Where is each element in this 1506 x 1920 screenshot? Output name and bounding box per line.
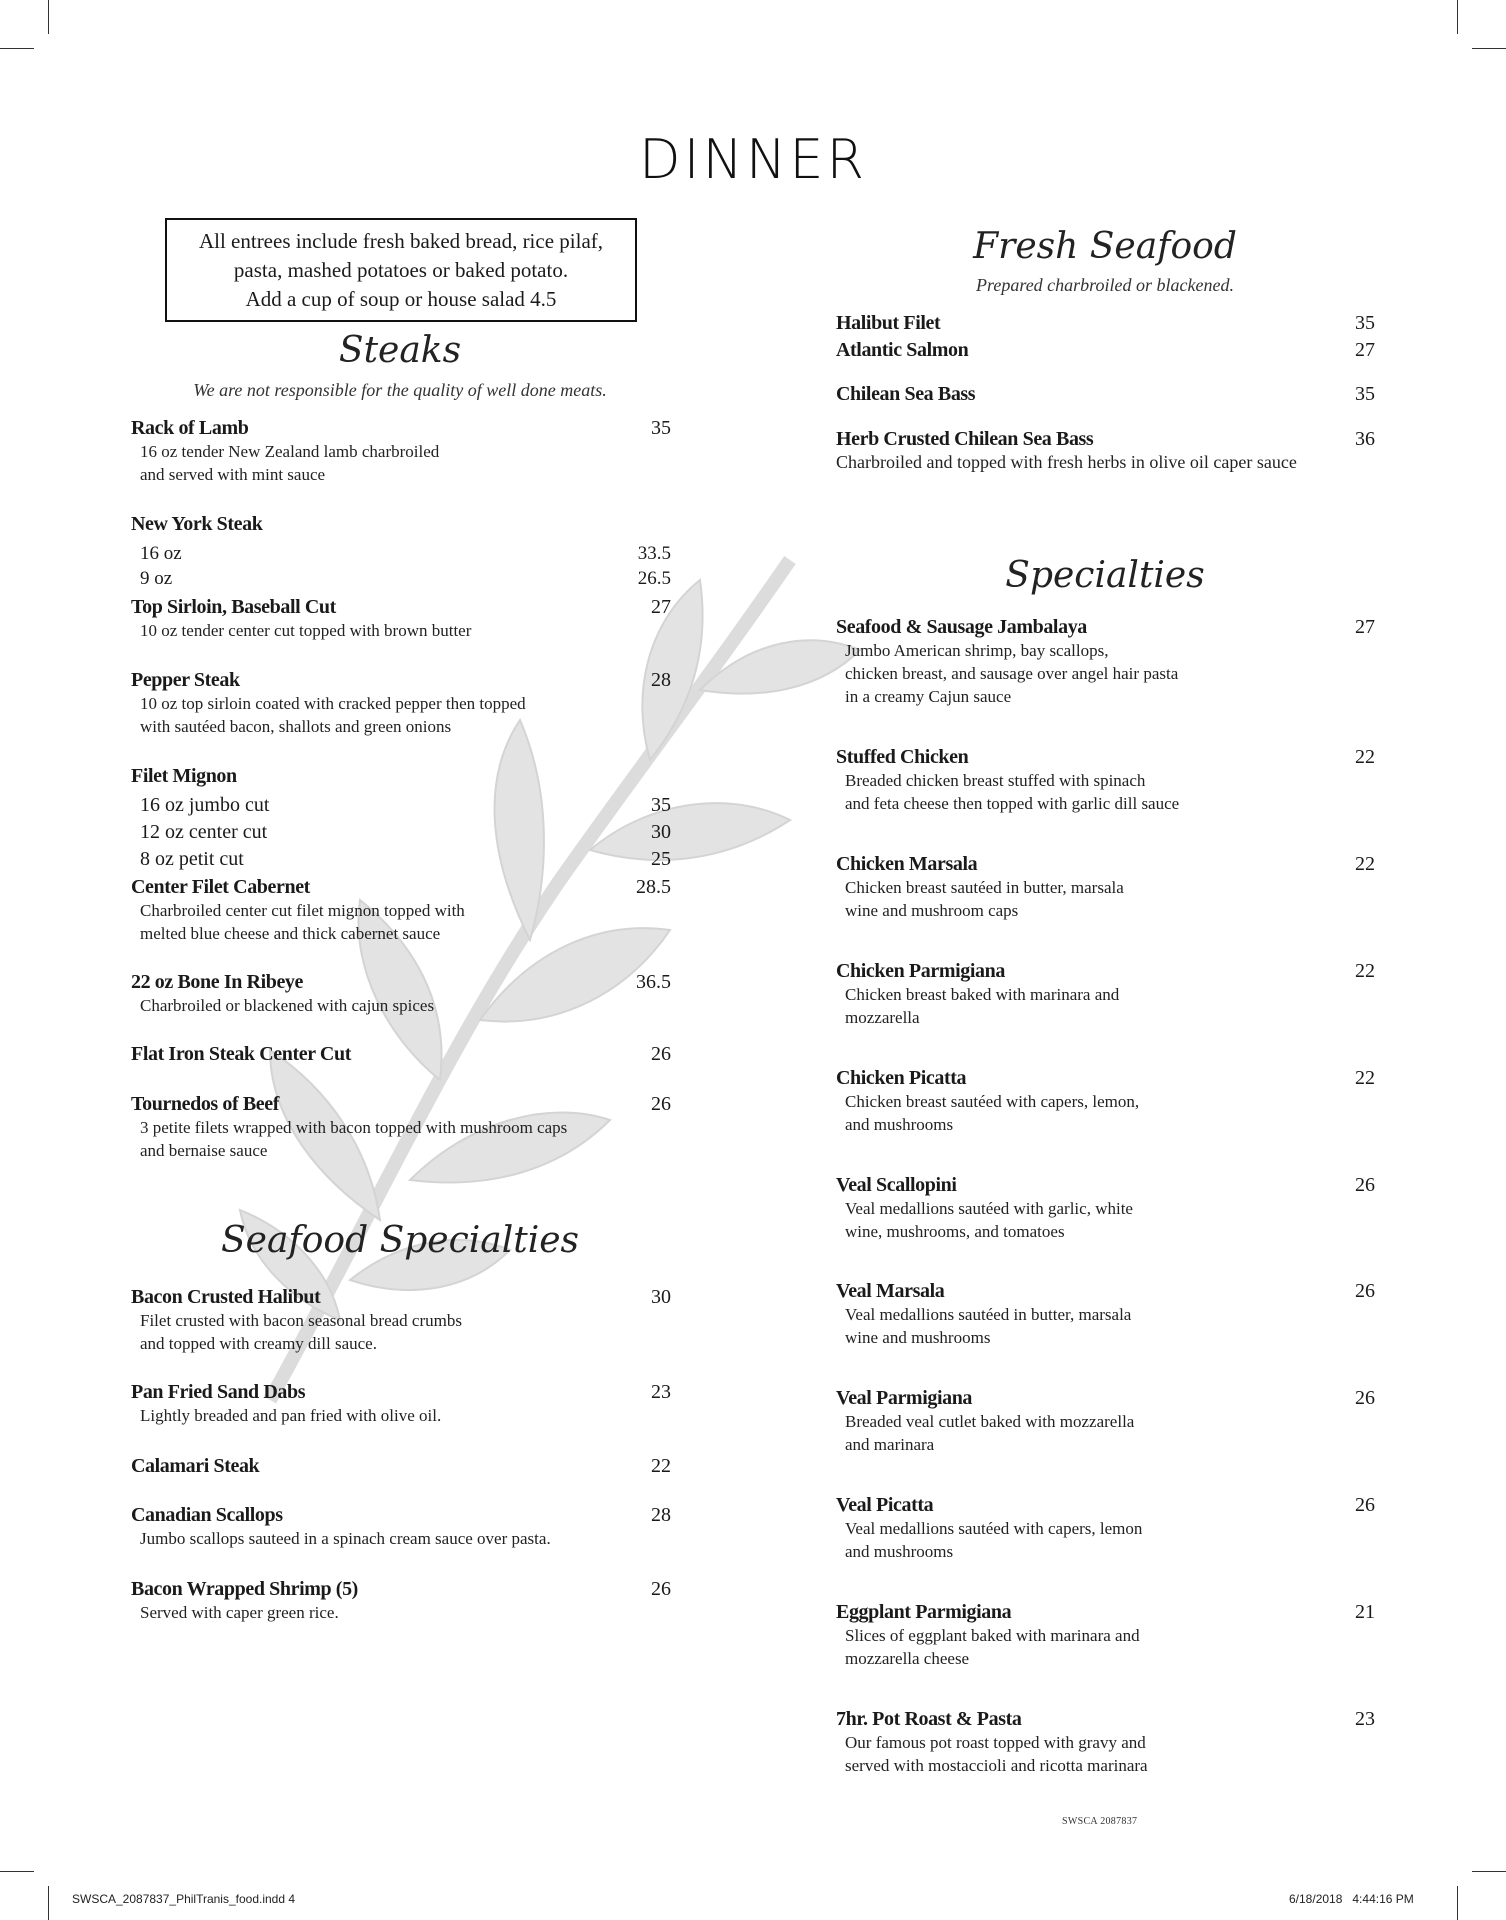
item-price: 27 xyxy=(651,596,671,618)
size-label: 16 oz jumbo cut xyxy=(140,794,270,816)
item-name: Tournedos of Beef xyxy=(131,1093,280,1115)
item-price: 23 xyxy=(651,1381,671,1403)
item-name: Atlantic Salmon xyxy=(836,339,969,361)
item-desc: served with mostaccioli and ricotta marinara xyxy=(845,1756,1148,1775)
menu-item xyxy=(836,1707,1375,1777)
item-desc: Chicken breast sautéed in butter, marsala xyxy=(845,878,1124,897)
item-desc: Served with caper green rice. xyxy=(140,1603,339,1622)
item-desc: and bernaise sauce xyxy=(140,1141,268,1160)
item-name: Veal Parmigiana xyxy=(836,1387,973,1409)
size-price: 25 xyxy=(651,848,671,870)
item-price: 26 xyxy=(1355,1174,1375,1196)
item-name: Chicken Parmigiana xyxy=(836,960,1005,982)
size-row xyxy=(131,791,671,819)
menu-item xyxy=(131,875,671,945)
item-price: 23 xyxy=(1355,1708,1375,1730)
item-desc: with sautéed bacon, shallots and green onions xyxy=(140,717,452,736)
menu-item xyxy=(131,1092,671,1162)
slug-timestamp: 6/18/2018 4:44:16 PM xyxy=(1289,1892,1414,1906)
item-desc: 3 petite filets wrapped with bacon topped with mushroom caps xyxy=(140,1118,568,1137)
item-desc: Filet crusted with bacon seasonal bread crumbs xyxy=(140,1311,462,1330)
item-desc: mozzarella cheese xyxy=(845,1649,970,1668)
slug-filename: SWSCA_2087837_PhilTranis_food.indd 4 xyxy=(72,1892,296,1906)
menu-item xyxy=(836,745,1375,815)
menu-item xyxy=(836,615,1375,708)
item-desc: and feta cheese then topped with garlic dill sauce xyxy=(845,794,1180,813)
size-row xyxy=(131,819,671,846)
menu-item xyxy=(836,1066,1375,1136)
menu-item xyxy=(836,1493,1375,1563)
item-price: 22 xyxy=(1355,746,1375,768)
size-price: 33.5 xyxy=(637,543,671,564)
item-desc: chicken breast, and sausage over angel hair pasta xyxy=(845,664,1179,683)
item-desc: Lightly breaded and pan fried with olive oil. xyxy=(140,1406,442,1425)
item-name: Stuffed Chicken xyxy=(836,746,969,768)
footer-code: SWSCA 2087837 xyxy=(1062,1816,1138,1827)
item-name: Halibut Filet xyxy=(836,312,941,334)
crop-mark xyxy=(0,48,34,49)
item-desc: melted blue cheese and thick cabernet sauce xyxy=(140,924,441,943)
item-price: 22 xyxy=(1355,853,1375,875)
entree-includes-note xyxy=(165,218,637,322)
item-price: 26 xyxy=(1355,1280,1375,1302)
crop-mark xyxy=(1472,1871,1506,1872)
item-price: 30 xyxy=(651,1286,671,1308)
item-price: 22 xyxy=(1355,960,1375,982)
menu-item xyxy=(131,764,671,873)
item-desc: and mushrooms xyxy=(845,1115,954,1134)
item-desc: Breaded veal cutlet baked with mozzarella xyxy=(845,1412,1135,1431)
item-price: 35 xyxy=(1355,383,1375,405)
item-price: 22 xyxy=(1355,1067,1375,1089)
note-line: Add a cup of soup or house salad 4.5 xyxy=(245,287,557,311)
item-desc: Charbroiled and topped with fresh herbs in olive oil caper sauce xyxy=(836,452,1297,472)
item-name: Veal Picatta xyxy=(836,1494,934,1516)
item-name: Chicken Marsala xyxy=(836,853,978,875)
item-name: 22 oz Bone In Ribeye xyxy=(131,971,304,993)
item-desc: Veal medallions sautéed with garlic, white xyxy=(845,1199,1133,1218)
item-name: Veal Marsala xyxy=(836,1280,945,1302)
crop-mark xyxy=(48,0,49,34)
item-price: 28 xyxy=(651,1504,671,1526)
steaks-note: We are not responsible for the quality of well done meats. xyxy=(193,380,607,400)
crop-mark xyxy=(0,1871,34,1872)
item-desc: Chicken breast baked with marinara and xyxy=(845,985,1120,1004)
item-name: Herb Crusted Chilean Sea Bass xyxy=(836,428,1094,450)
size-label: 8 oz petit cut xyxy=(140,848,244,870)
item-desc: 10 oz top sirloin coated with cracked pepper then topped xyxy=(140,694,526,713)
size-label: 9 oz xyxy=(140,568,173,589)
size-label: 12 oz center cut xyxy=(140,821,268,843)
crop-mark xyxy=(1457,1886,1458,1920)
size-price: 30 xyxy=(651,821,671,843)
menu-item xyxy=(131,668,671,738)
menu-item xyxy=(131,1285,671,1355)
size-row xyxy=(131,541,671,567)
note-line: All entrees include fresh baked bread, rice pilaf, xyxy=(198,229,604,253)
item-name: Pepper Steak xyxy=(131,669,240,691)
item-desc: wine, mushrooms, and tomatoes xyxy=(845,1222,1065,1241)
item-price: 27 xyxy=(1355,616,1375,638)
size-price: 26.5 xyxy=(637,568,671,589)
item-price: 26 xyxy=(651,1043,671,1065)
menu-item xyxy=(836,338,1375,362)
size-row xyxy=(131,846,671,873)
item-price: 26 xyxy=(1355,1387,1375,1409)
menu-item xyxy=(836,427,1375,474)
menu-item xyxy=(836,1279,1375,1349)
menu-item xyxy=(131,1380,671,1427)
item-price: 35 xyxy=(1355,312,1375,334)
item-name: 7hr. Pot Roast & Pasta xyxy=(836,1708,1022,1730)
steaks-heading: Steaks xyxy=(338,330,462,371)
seafood-specialties-heading: Seafood Specialties xyxy=(220,1220,579,1261)
fresh-seafood-heading: Fresh Seafood xyxy=(973,226,1237,267)
menu-item xyxy=(836,1600,1375,1670)
menu-item xyxy=(836,959,1375,1029)
item-desc: and served with mint sauce xyxy=(140,465,326,484)
item-name: Pan Fried Sand Dabs xyxy=(131,1381,306,1403)
item-name: Flat Iron Steak Center Cut xyxy=(131,1043,351,1065)
size-price: 35 xyxy=(651,794,671,816)
size-label: 16 oz xyxy=(140,543,182,564)
item-desc: Charbroiled or blackened with cajun spices xyxy=(140,996,435,1015)
menu-item xyxy=(836,1173,1375,1243)
item-name: Rack of Lamb xyxy=(131,417,249,439)
item-desc: and topped with creamy dill sauce. xyxy=(140,1334,377,1353)
item-name: Chilean Sea Bass xyxy=(836,383,976,405)
item-price: 28.5 xyxy=(636,876,671,898)
item-desc: Veal medallions sautéed with capers, lemon xyxy=(845,1519,1143,1538)
item-price: 28 xyxy=(651,669,671,691)
note-line: pasta, mashed potatoes or baked potato. xyxy=(233,258,569,282)
item-price: 27 xyxy=(1355,339,1375,361)
item-desc: Veal medallions sautéed in butter, marsala xyxy=(845,1305,1132,1324)
item-desc: and marinara xyxy=(845,1435,935,1454)
item-name: New York Steak xyxy=(131,513,263,535)
item-name: Seafood & Sausage Jambalaya xyxy=(836,616,1087,638)
page-title: DINNER xyxy=(639,128,867,191)
item-name: Veal Scallopini xyxy=(836,1174,957,1196)
item-desc: wine and mushrooms xyxy=(845,1328,991,1347)
menu-item xyxy=(131,1577,671,1624)
crop-mark xyxy=(1457,0,1458,34)
menu-item xyxy=(131,512,671,591)
menu-item xyxy=(131,416,671,486)
item-price: 36 xyxy=(1355,428,1375,450)
size-row xyxy=(131,567,671,591)
menu-item xyxy=(836,311,1375,335)
crop-mark xyxy=(48,1886,49,1920)
item-desc: wine and mushroom caps xyxy=(845,901,1019,920)
item-name: Canadian Scallops xyxy=(131,1504,283,1526)
item-desc: Jumbo American shrimp, bay scallops, xyxy=(845,641,1109,660)
item-name: Calamari Steak xyxy=(131,1455,260,1477)
item-desc: Our famous pot roast topped with gravy and xyxy=(845,1733,1146,1752)
item-name: Eggplant Parmigiana xyxy=(836,1601,1012,1623)
item-desc: Breaded chicken breast stuffed with spinach xyxy=(845,771,1146,790)
item-desc: in a creamy Cajun sauce xyxy=(845,687,1012,706)
specialties-heading: Specialties xyxy=(1005,555,1205,596)
menu-item xyxy=(836,1386,1375,1456)
item-name: Bacon Wrapped Shrimp (5) xyxy=(131,1578,358,1600)
menu-item xyxy=(131,970,671,1017)
item-desc: and mushrooms xyxy=(845,1542,954,1561)
item-name: Top Sirloin, Baseball Cut xyxy=(131,596,336,618)
item-price: 26 xyxy=(1355,1494,1375,1516)
menu-item xyxy=(131,1454,671,1478)
menu-item xyxy=(836,382,1375,406)
item-name: Bacon Crusted Halibut xyxy=(131,1286,321,1308)
item-price: 26 xyxy=(651,1093,671,1115)
item-price: 26 xyxy=(651,1578,671,1600)
menu-item xyxy=(131,1042,671,1066)
item-price: 21 xyxy=(1355,1601,1375,1623)
menu-item xyxy=(131,1503,671,1550)
item-price: 35 xyxy=(651,417,671,439)
item-price: 36.5 xyxy=(636,971,671,993)
item-price: 22 xyxy=(651,1455,671,1477)
fresh-seafood-note: Prepared charbroiled or blackened. xyxy=(976,275,1234,295)
item-desc: mozzarella xyxy=(845,1008,920,1027)
item-desc: Slices of eggplant baked with marinara and xyxy=(845,1626,1140,1645)
crop-mark xyxy=(1472,48,1506,49)
item-desc: Chicken breast sautéed with capers, lemon, xyxy=(845,1092,1140,1111)
menu-item xyxy=(131,595,671,642)
item-desc: Charbroiled center cut filet mignon topped with xyxy=(140,901,465,920)
item-desc: 16 oz tender New Zealand lamb charbroiled xyxy=(140,442,440,461)
menu-item xyxy=(836,852,1375,922)
item-name: Chicken Picatta xyxy=(836,1067,967,1089)
item-desc: Jumbo scallops sauteed in a spinach cream sauce over pasta. xyxy=(140,1529,551,1548)
item-name: Center Filet Cabernet xyxy=(131,876,310,898)
item-name: Filet Mignon xyxy=(131,765,237,787)
item-desc: 10 oz tender center cut topped with brown butter xyxy=(140,621,472,640)
